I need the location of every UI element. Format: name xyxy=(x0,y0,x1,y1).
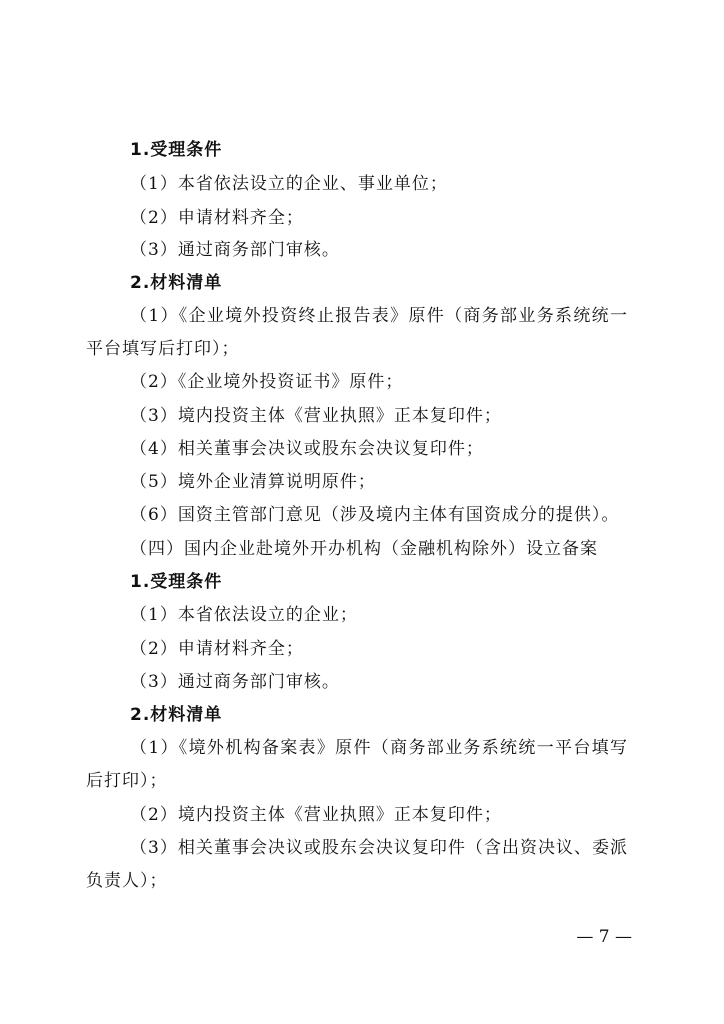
paragraph-line: （2）申请材料齐全； xyxy=(130,208,304,228)
paragraph-line: （2）申请材料齐全； xyxy=(130,639,304,659)
paragraph-line: （3）通过商务部门审核。 xyxy=(130,672,340,692)
heading-acceptance-conditions-2: 1.受理条件 xyxy=(130,572,223,592)
paragraph-line: （1）《境外机构备案表》原件（商务部业务系统统一平台填写 xyxy=(130,738,628,758)
paragraph-line: （2）境内投资主体《营业执照》正本复印件； xyxy=(130,805,502,825)
paragraph-line-continued: 平台填写后打印）； xyxy=(86,339,240,359)
section-title: （四）国内企业赴境外开办机构（金融机构除外）设立备案 xyxy=(130,539,598,559)
paragraph-line: （2）《企业境外投资证书》原件； xyxy=(130,372,404,392)
paragraph-line: （1）本省依法设立的企业； xyxy=(130,605,358,625)
paragraph-line: （3）境内投资主体《营业执照》正本复印件； xyxy=(130,406,502,426)
heading-materials-list-2: 2.材料清单 xyxy=(130,705,223,725)
heading-materials-list-1: 2.材料清单 xyxy=(130,273,223,293)
paragraph-line: （1）《企业境外投资终止报告表》原件（商务部业务系统统一 xyxy=(130,306,628,326)
paragraph-line: （6）国资主管部门意见（涉及境内主体有国资成分的提供）。 xyxy=(130,505,620,525)
paragraph-line: （5）境外企业清算说明原件； xyxy=(130,472,376,492)
paragraph-line-continued: 后打印）； xyxy=(86,771,168,791)
paragraph-line: （4）相关董事会决议或股东会决议复印件； xyxy=(130,439,484,459)
page-number: — 7 — xyxy=(576,927,632,947)
paragraph-line-continued: 负责人）； xyxy=(86,871,168,891)
paragraph-line: （3）通过商务部门审核。 xyxy=(130,240,340,260)
paragraph-line: （3）相关董事会决议或股东会决议复印件（含出资决议、委派 xyxy=(130,838,628,858)
heading-acceptance-conditions-1: 1.受理条件 xyxy=(130,140,223,160)
paragraph-line: （1）本省依法设立的企业、事业单位； xyxy=(130,174,448,194)
